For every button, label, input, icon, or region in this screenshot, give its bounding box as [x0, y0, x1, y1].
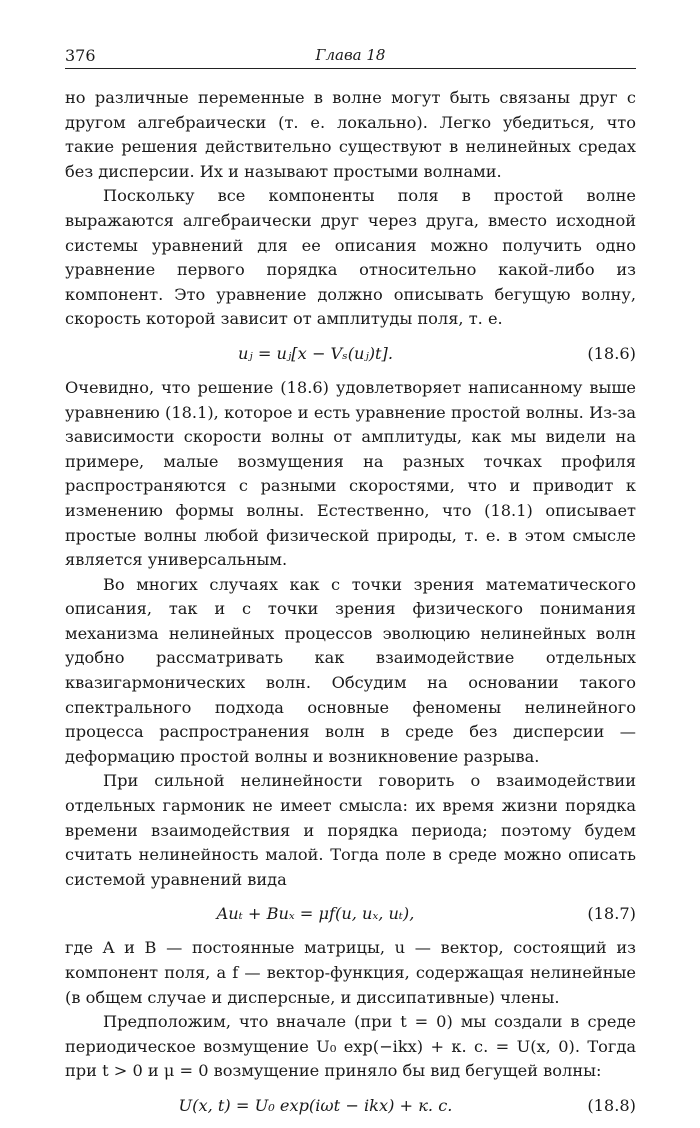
equation-number: (18.8) — [587, 1095, 636, 1115]
equation-18-7 — [65, 892, 636, 936]
equation-number: (18.7) — [587, 904, 636, 924]
equation-18-6 — [65, 332, 636, 376]
page-number: 376 — [65, 46, 96, 65]
paragraph-7: Предположим, что вначале (при t = 0) мы создали в среде периодическое возмущение U₀ exp(−ikx) + к. с. = U(x, 0). Тогда при t > 0 и μ = 0 возмущение приняло бы вид бегущей волны: — [65, 1012, 636, 1081]
equation-formula: uⱼ = uⱼ[x − Vₛ(uⱼ)t]. — [238, 343, 393, 363]
equation-formula: Auₜ + Buₓ = μf(u, uₓ, uₜ), — [216, 904, 415, 924]
running-head: Глава 18 — [315, 46, 386, 64]
paragraph-2: Поскольку все компоненты поля в простой волне выражаются алгебраически друг через друга, вместо исходной системы уравнений для ее описания можно получить одно уравнение первого порядка относительно какой-либо из компонент. Это уравнение должно описывать бегущую волну, скорость которой зависит от амплитуды поля, т. е. — [65, 186, 636, 329]
paragraph-6: где A и B — постоянные матрицы, u — вектор, состоящий из компонент поля, а f — вектор-функция, содержащая нелинейные (в общем случае и дисперсные, и диссипативные) члены. — [65, 938, 636, 1007]
paragraph-1: но различные переменные в волне могут быть связаны друг с другом алгебраически (т. е. локально). Легко убедиться, что такие решения действительно существуют в нелинейных средах без дисперсии. Их и называют простыми волнами. — [65, 88, 636, 181]
page-header — [65, 44, 636, 69]
paragraph-4: Во многих случаях как с точки зрения математического описания, так и с точки зрения физического понимания механизма нелинейных процессов эволюцию нелинейных волн удобно рассматривать как взаимодействие отдельных квазигармонических волн. Обсудим на основании такого спектрального подхода основные феномены нелинейного процесса распространения волн в среде без дисперсии — деформацию простой волны и возникновение разрыва. — [65, 574, 636, 766]
equation-18-8 — [65, 1084, 636, 1128]
page-body — [65, 86, 636, 1128]
equation-formula: U(x, t) = U₀ exp(iωt − ikx) + к. с. — [178, 1095, 453, 1115]
paragraph-5: При сильной нелинейности говорить о взаимодействии отдельных гармоник не имеет смысла: их время жизни порядка времени взаимодействия и порядка периода; поэтому будем считать нелинейность малой. Тогда поле в среде можно описать системой уравнений вида — [65, 771, 636, 889]
equation-number: (18.6) — [587, 343, 636, 363]
paragraph-3: Очевидно, что решение (18.6) удовлетворяет написанному выше уравнению (18.1), которое и есть уравнение простой волны. Из-за зависимости скорости волны от амплитуды, как мы видели на примере, малые возмущения на разных точках профиля распространяются с разными скоростями, что и приводит к изменению формы волны. Естественно, что (18.1) описывает простые волны любой физической природы, т. е. в этом смысле является универсальным. — [65, 377, 636, 570]
